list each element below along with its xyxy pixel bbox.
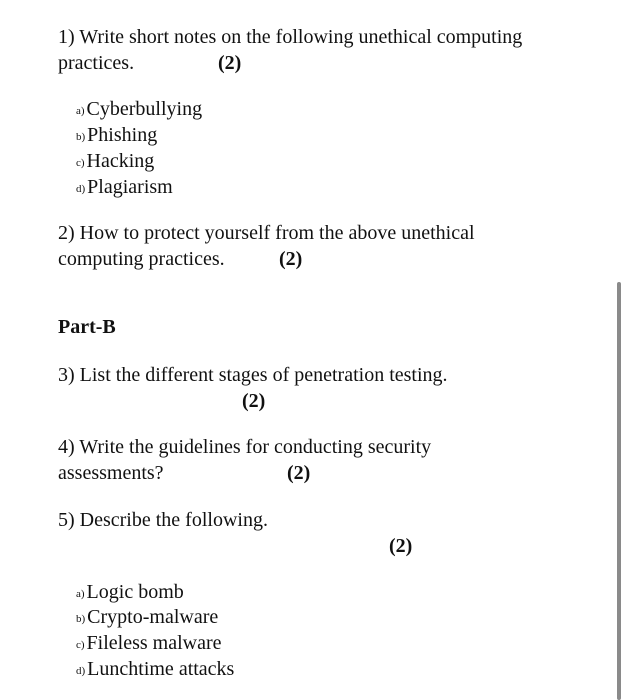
vertical-scrollbar[interactable] [617, 282, 621, 700]
q1-item-a: a) Cyberbullying [76, 98, 203, 120]
q4-line1: 4) Write the guidelines for conducting security [58, 436, 432, 458]
q1-item-b: b) Phishing [76, 124, 158, 146]
q5-item-b: b) Crypto-malware [76, 606, 219, 628]
q2-line1: 2) How to protect yourself from the above unethical [58, 222, 475, 244]
q5-item-a: a) Logic bomb [76, 581, 184, 603]
q2-line2: computing practices. [58, 248, 225, 270]
q1-item-c: c) Hacking [76, 150, 155, 172]
part-b-heading: Part-B [58, 316, 116, 338]
q1-item-d: d) Plagiarism [76, 176, 173, 198]
q4-marks: (2) [287, 462, 311, 484]
q5-line1: 5) Describe the following. [58, 509, 268, 531]
q2-marks: (2) [279, 248, 303, 270]
q1-line1: 1) Write short notes on the following unethical computing [58, 26, 523, 48]
q1-marks: (2) [218, 52, 242, 74]
q5-item-d: d) Lunchtime attacks [76, 658, 235, 680]
q3-line1: 3) List the different stages of penetration testing. [58, 364, 448, 386]
q3-marks: (2) [242, 390, 266, 412]
q4-line2: assessments? [58, 462, 164, 484]
q5-item-c: c) Fileless malware [76, 632, 222, 654]
q1-line2: practices. [58, 52, 135, 74]
q5-marks: (2) [389, 535, 413, 557]
